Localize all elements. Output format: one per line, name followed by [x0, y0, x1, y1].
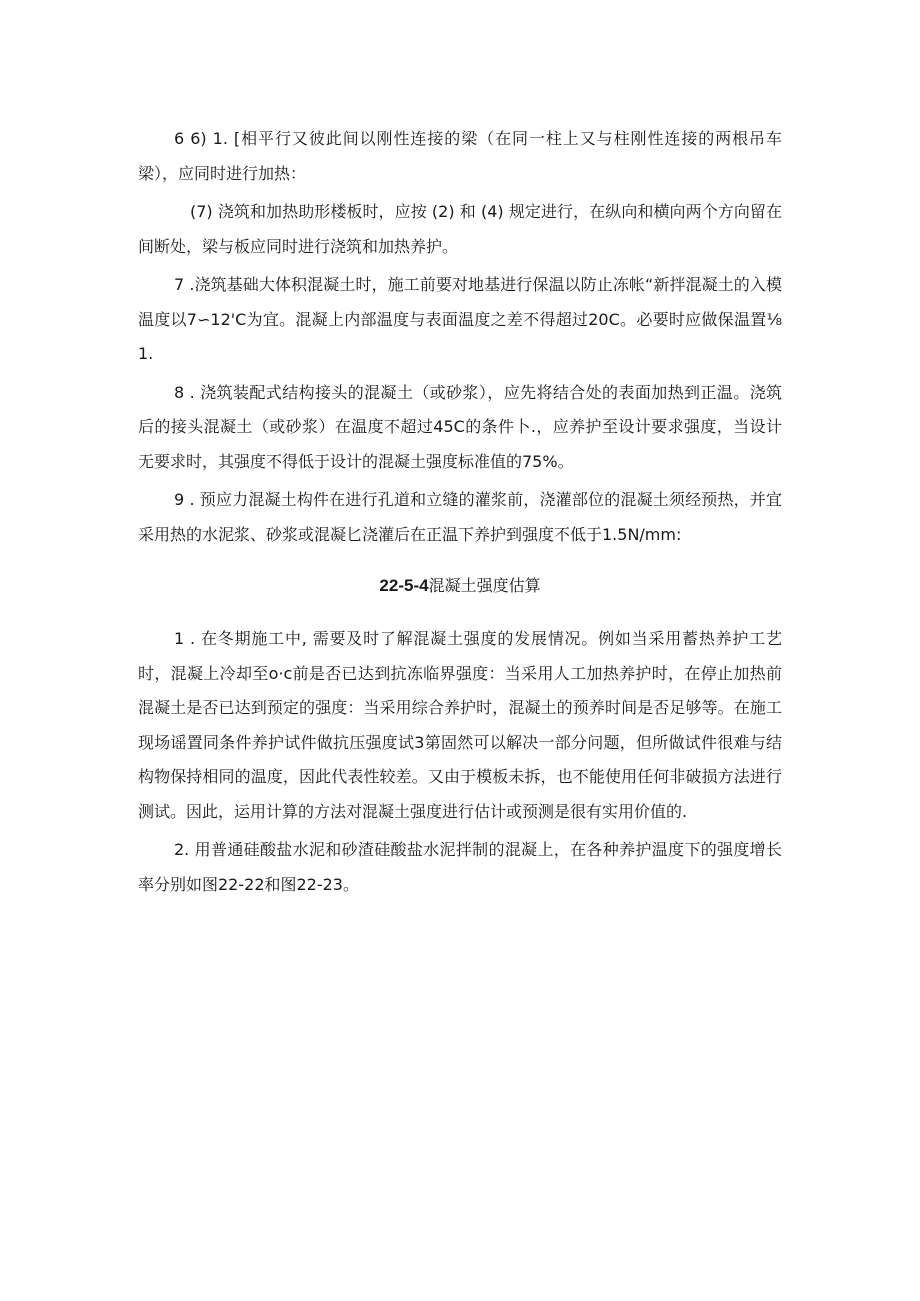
paragraph-7: 7 .浇筑基础大体积混凝土时，施工前要对地基进行保温以防止冻帐“新拌混凝土的入模温度以7∽12'C为宜。混凝上内部温度与表面温度之差不得超过20C。必要时应做保温置⅛1. — [138, 275, 782, 363]
section-number: 22-5-4 — [379, 576, 429, 595]
paragraph-6-6: 6 6) 1. [相平行又彼此间以刚性连接的梁（在同一柱上又与柱刚性连接的两根吊车梁），应同时进行加热： — [138, 129, 782, 183]
section-heading — [138, 570, 782, 602]
paragraph-estimate-1: 1 . 在冬期施工中, 需要及时了解混凝土强度的发展情况。例如当采用蓄热养护工艺时，混凝上冷却至o·c前是否已达到抗冻临界强度：当采用人工加热养护时，在停止加热前混凝土是否已达到预定的强度：当采用综合养护时，混凝土的预养时间是否足够等。在施工现场谣置同条件养护试件做抗压强度试3第固然可以解决一部分问题，但所做试件很难与结构物保持相同的温度，因此代表性较差。又由于模板未拆，也不能使用任何非破损方法进行测试。因此，运用计算的方法对混凝土强度进行估计或预测是很有实用价值的. — [138, 629, 782, 821]
paragraph-item-7-sub: (7) 浇筑和加热助形楼板时，应按 (2) 和 (4) 规定进行，在纵向和横向两个方向留在间断处，梁与板应同时进行浇筑和加热养护。 — [138, 202, 782, 256]
section-title: 混凝土强度估算 — [428, 576, 541, 595]
document-body — [138, 122, 782, 902]
paragraph-9: 9 . 预应力混凝土构件在进行孔道和立缝的灌浆前，浇灌部位的混凝土须经预热，并宜采用热的水泥浆、砂浆或混凝匕浇灌后在正温下养护到强度不低于1.5N/mm: — [138, 490, 782, 544]
paragraph-estimate-2: 2. 用普通硅酸盐水泥和砂渣硅酸盐水泥拌制的混凝上，在各种养护温度下的强度增长率分别如图22-22和图22-23。 — [138, 840, 782, 894]
paragraph-8: 8 . 浇筑装配式结构接头的混凝土（或砂浆），应先将结合处的表面加热到正温。浇筑后的接头混凝土（或砂浆）在温度不超过45C的条件卜.，应养护至设计要求强度，当设计无要求时，其强度不得低于设计的混凝土强度标准值的75%。 — [138, 382, 782, 471]
